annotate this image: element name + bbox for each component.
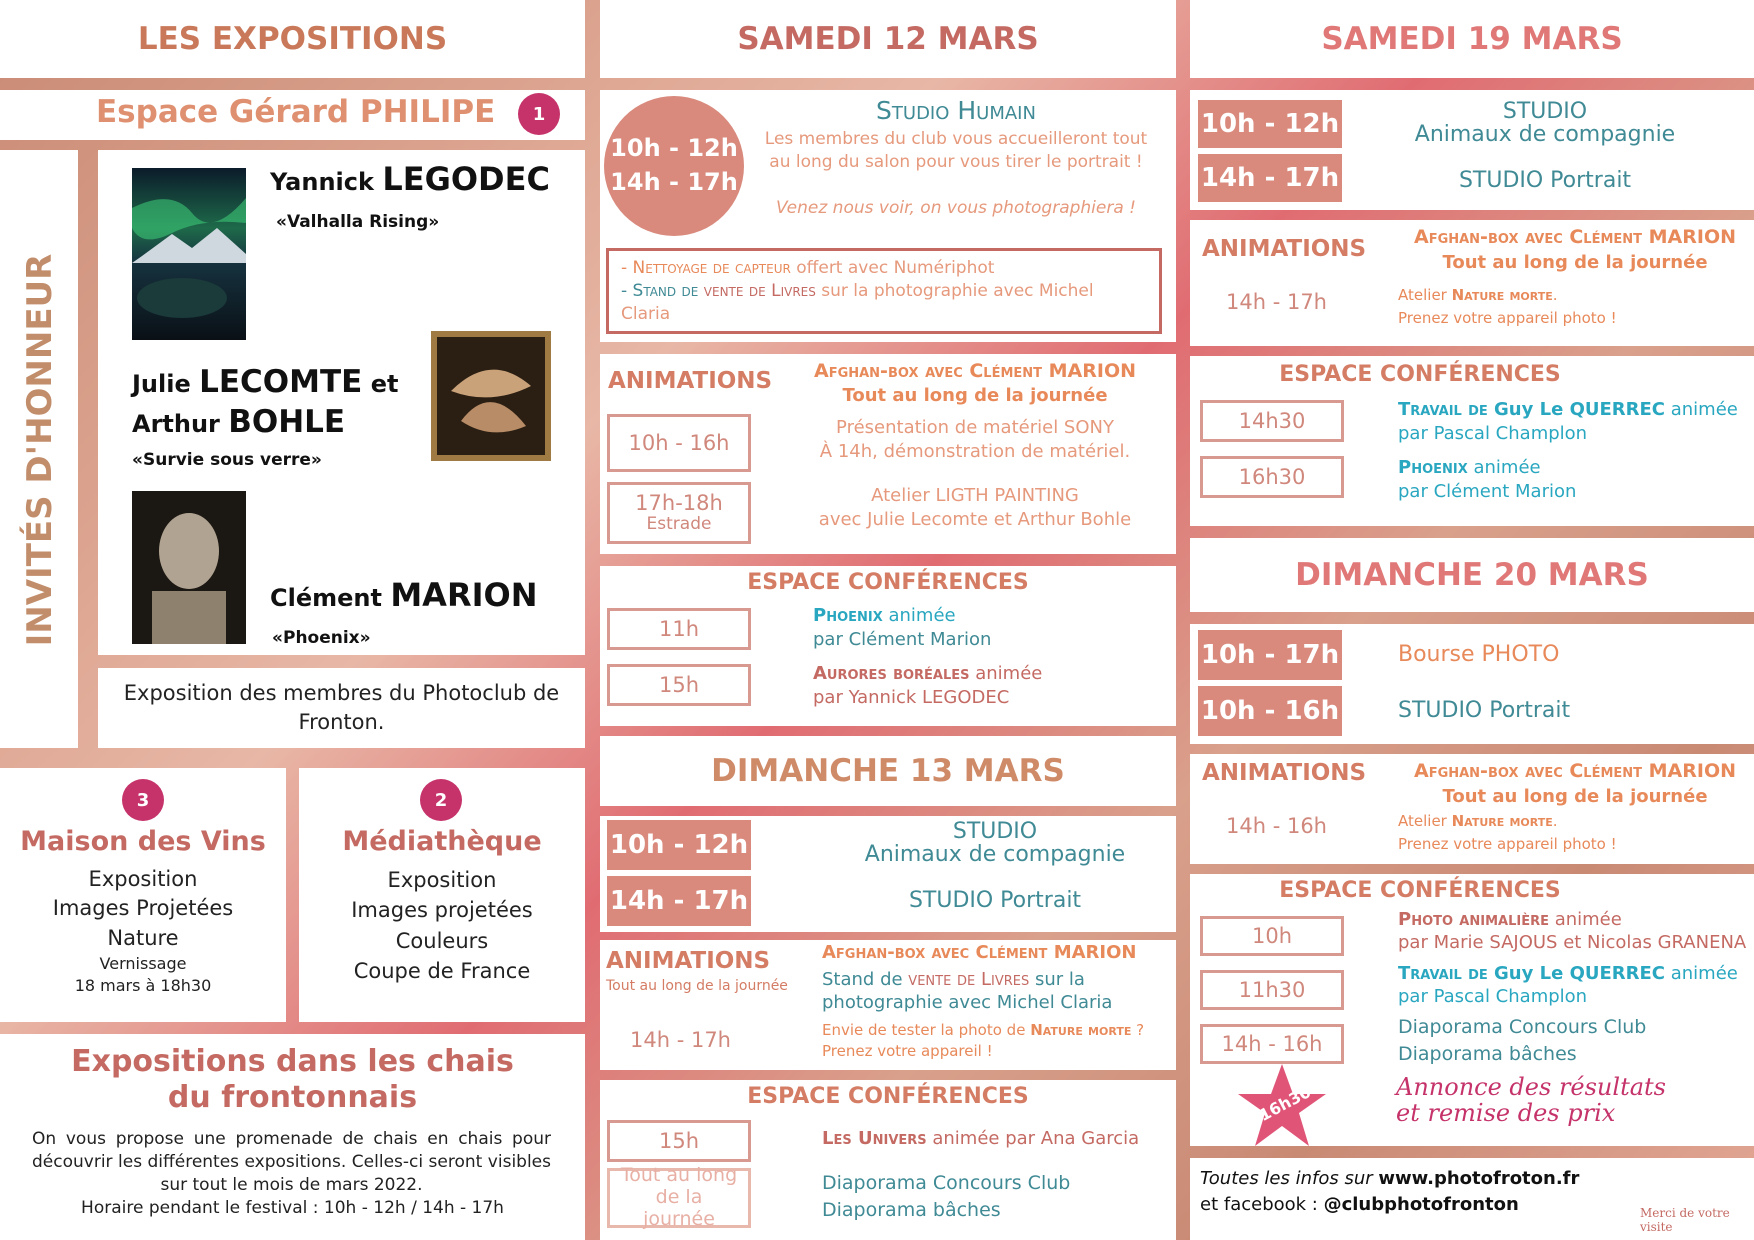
- right-conf1d: par Pascal Champlon: [1398, 423, 1588, 445]
- guest1-last: LEGODEC: [382, 160, 550, 198]
- right-conf-panel: [1190, 356, 1754, 526]
- mid-dim-anim-label: ANIMATIONS: [606, 948, 771, 974]
- guest1-name: [270, 160, 550, 198]
- mid-anim-time-2: [607, 482, 751, 544]
- mid-conf2b: animée: [969, 663, 1043, 684]
- mid-dim-conf1b: animée par Ana Garcia: [926, 1128, 1140, 1149]
- info-facebook[interactable]: @clubphotofronton: [1323, 1194, 1519, 1216]
- chais-title: [0, 1044, 585, 1116]
- right-dc1b: animée: [1548, 909, 1622, 930]
- right-dim-anim-panel: [1190, 754, 1754, 864]
- right-header: SAMEDI 19 MARS: [1321, 21, 1623, 57]
- right-dc-diaporamas: [1398, 1014, 1646, 1067]
- right-afghan: Afghan-box avec Clément MARION: [1413, 226, 1737, 248]
- right-dim-studio: STUDIO Portrait: [1398, 698, 1571, 723]
- maison-line-2: Images Projetées: [52, 896, 234, 921]
- annonce-2: et remise des prix: [1396, 1099, 1616, 1128]
- chais-panel: [0, 1034, 585, 1240]
- stand-c: sur la photographie avec Michel Claria: [621, 280, 1094, 324]
- right-anim-time: 14h - 17h: [1226, 290, 1327, 314]
- right-dc1c: par Marie SAJOUS et Nicolas GRANENA: [1398, 932, 1747, 954]
- left-header-panel: [0, 0, 585, 78]
- studio-title: Studio Humain: [876, 96, 1036, 125]
- mid-dim-studio: [800, 820, 1190, 866]
- guest2-first2: Arthur: [132, 410, 220, 439]
- lp-1: Atelier LIGTH PAINTING: [871, 485, 1079, 506]
- lp-2: avec Julie Lecomte et Arthur Bohle: [818, 509, 1132, 531]
- star-label: 16h30: [1255, 1081, 1315, 1126]
- guest1-work: «Valhalla Rising»: [276, 212, 440, 232]
- right-conf1a: Travail de: [1398, 399, 1488, 420]
- mid-dim-stand-2: vente de Livres: [902, 969, 1030, 990]
- annonce-text: [1396, 1074, 1666, 1127]
- vertical-title-panel: [0, 150, 78, 748]
- right-dim-atelier-4: Prenez votre appareil photo !: [1398, 835, 1617, 854]
- mid-dim-conf-panel: [600, 1080, 1176, 1240]
- mid-dim-stand-3: sur la photographie avec Michel Claria: [822, 969, 1113, 1014]
- right-anim-label: ANIMATIONS: [1202, 236, 1367, 262]
- right-dc2b: Guy Le QUERREC: [1487, 963, 1666, 984]
- studio-humain-panel: [600, 90, 1176, 342]
- mid-dim-stand-1: Stand de: [822, 969, 903, 990]
- sony-text: [790, 416, 1160, 465]
- right-dim-atelier-3: .: [1552, 812, 1558, 830]
- maison-line-3: Nature: [107, 925, 179, 950]
- stand-b: vente de Livres: [698, 280, 816, 301]
- right-conf2c: par Clément Marion: [1398, 481, 1577, 503]
- mid-dim-stand: [822, 968, 1162, 1015]
- mediatheque-line-3: Couleurs: [395, 928, 489, 953]
- mid-dim-time-2: 14h - 17h: [607, 876, 751, 926]
- mid-dim-conf-time-2: Tout au long de la journée: [607, 1168, 751, 1228]
- photo-hands: [431, 331, 551, 461]
- right-studio-1: STUDIO: [1502, 99, 1588, 124]
- right-dim-atelier: [1398, 810, 1617, 857]
- right-atelier-4: Prenez votre appareil photo !: [1398, 309, 1617, 328]
- studio-call: Venez nous voir, on vous photographiera !: [776, 198, 1136, 218]
- mid-dim-naturemorte: [822, 1020, 1144, 1062]
- members-expo: Exposition des membres du Photoclub de Fronton.: [98, 668, 585, 748]
- guest2-last1: LECOMTE: [199, 364, 363, 400]
- right-dim-afghan: Afghan-box avec Clément MARION: [1413, 760, 1737, 782]
- studio-time-1: 10h - 12h: [610, 134, 738, 163]
- mid-dim-studio-panel: [600, 816, 1176, 932]
- right-conf-2: [1398, 456, 1576, 505]
- mediatheque-line-1: Exposition: [387, 868, 497, 892]
- guest3-first: Clément: [270, 584, 382, 612]
- guests-panel: [98, 150, 585, 655]
- photo-portrait: [132, 491, 246, 644]
- sony-1: Présentation de matériel SONY: [836, 417, 1114, 438]
- right-dim-header-panel: [1190, 538, 1754, 612]
- guest2-and: et: [370, 370, 399, 398]
- right-dc1a: Photo animalière: [1398, 909, 1549, 930]
- guest1-first: Yannick: [270, 168, 374, 196]
- right-dim-conf-label: ESPACE CONFÉRENCES: [1279, 878, 1561, 903]
- right-conf-time-2: 16h30: [1200, 456, 1344, 498]
- mediatheque-line-4: Coupe de France: [353, 959, 531, 984]
- right-conf1b: Guy Le QUERREC: [1487, 399, 1666, 420]
- right-dim-studio-panel: [1190, 624, 1754, 744]
- mid-animations-label: ANIMATIONS: [608, 368, 773, 394]
- espace-title: Espace Gérard PHILIPE: [96, 94, 496, 130]
- mid-dim-anim-sub: Tout au long de la journée: [606, 978, 788, 994]
- mid-dim-studio-2: Animaux de compagnie: [864, 842, 1126, 868]
- nettoyage-line: [621, 257, 1147, 280]
- chais-horaire: Horaire pendant le festival : 10h - 12h / 14h - 17h: [81, 1197, 504, 1218]
- mid-dim-anim-panel: [600, 940, 1176, 1070]
- mid-dim-conf-3: Diaporama bâches: [822, 1198, 1001, 1221]
- right-dim-anim-time: 14h - 16h: [1226, 814, 1327, 838]
- studio-time-2: 14h - 17h: [610, 168, 738, 196]
- right-conf2a: Phoenix: [1398, 457, 1468, 478]
- maison-line-1: Exposition: [88, 867, 198, 891]
- right-atelier-2: Nature morte: [1451, 286, 1553, 304]
- mid-dim-anim-time: 14h - 17h: [630, 1028, 731, 1052]
- nettoyage-b: offert avec Numériphot: [790, 258, 995, 278]
- right-dim-time-1: 10h - 17h: [1198, 630, 1342, 680]
- mid-dim-header-panel: [600, 736, 1176, 806]
- mid-conf1c: par Clément Marion: [813, 629, 992, 651]
- mid-header: SAMEDI 12 MARS: [737, 21, 1039, 57]
- mid-conf-label: ESPACE CONFÉRENCES: [747, 570, 1029, 595]
- right-dim-conf-panel: [1190, 874, 1754, 1146]
- right-dim-conf-time-3: 14h - 16h: [1200, 1024, 1344, 1064]
- mid-dim-nm-3: ?: [1131, 1021, 1145, 1039]
- chais-title-1: Expositions dans les chais: [71, 1044, 514, 1079]
- guest2-last2: BOHLE: [228, 404, 346, 441]
- mid-dim-nm-1: Envie de tester la photo de: [822, 1021, 1031, 1039]
- mid-conf-time-1: 11h: [607, 608, 751, 650]
- mid-conf-2: [813, 662, 1042, 711]
- right-studio-portrait: STUDIO Portrait: [1458, 168, 1632, 193]
- guest2-work: «Survie sous verre»: [132, 450, 322, 470]
- mid-anim-time-2a: 17h-18h: [635, 491, 723, 516]
- right-dc-1: [1398, 908, 1746, 955]
- mid-dim-studio-1: STUDIO: [952, 819, 1038, 844]
- services-box: [606, 248, 1162, 334]
- mid-conf-1: [813, 604, 991, 653]
- right-atelier: [1398, 284, 1617, 331]
- right-dc-3: Diaporama Concours Club: [1398, 1016, 1647, 1038]
- right-dim-time-2: 10h - 16h: [1198, 686, 1342, 736]
- guest2-name: [132, 362, 398, 443]
- vernissage-label: Vernissage: [99, 954, 187, 974]
- mid-conf1a: Phoenix: [813, 605, 883, 626]
- right-dc2c: animée: [1665, 963, 1738, 984]
- right-studio-panel: [1190, 90, 1754, 210]
- mid-dim-conf-time-1: 15h: [607, 1120, 751, 1162]
- guest3-last: MARION: [390, 576, 538, 614]
- maison-vernissage: [0, 953, 286, 996]
- right-studio: [1390, 100, 1700, 146]
- mid-anim-time-2b: Estrade: [646, 514, 712, 535]
- mid-dim-conf-1: [822, 1128, 1139, 1149]
- right-anim-panel: [1190, 220, 1754, 346]
- mediatheque-number-badge: 2: [420, 779, 462, 821]
- right-conf-label: ESPACE CONFÉRENCES: [1279, 362, 1561, 387]
- mid-dim-afghan: Afghan-box avec Clément MARION: [822, 942, 1137, 963]
- right-conf-time-1: 14h30: [1200, 400, 1344, 442]
- right-dim-header: DIMANCHE 20 MARS: [1295, 557, 1649, 593]
- chais-title-2: du frontonnais: [167, 1080, 418, 1115]
- stand-line: [621, 280, 1147, 326]
- mid-all-day: Tout au long de la journée: [842, 385, 1108, 406]
- info-2: et facebook :: [1200, 1194, 1324, 1216]
- chais-text: On vous propose une promenade de chais en chais pour découvrir les différentes expositions. Celles-ci seront visibles sur tout le mois de mars 2022.: [32, 1129, 551, 1195]
- mid-dim-nm-4: Prenez votre appareil !: [822, 1042, 993, 1060]
- studio-text: Les membres du club vous accueilleront tout au long du salon pour vous tirer le portrait !: [764, 129, 1148, 172]
- right-atelier-1: Atelier: [1398, 286, 1452, 304]
- mid-dim-time-1: 10h - 12h: [607, 820, 751, 870]
- annonce-1: Annonce des résultats: [1396, 1073, 1666, 1101]
- guest2-first1: Julie: [132, 370, 191, 398]
- right-dim-all-day: Tout au long de la journée: [1442, 786, 1708, 807]
- guest3-work: «Phoenix»: [272, 628, 371, 648]
- mid-conf-panel: [600, 566, 1176, 726]
- right-dim-conf-time-2: 11h30: [1200, 970, 1344, 1010]
- espace-number-badge: 1: [518, 93, 560, 135]
- vernissage-date: 18 mars à 18h30: [74, 975, 212, 995]
- photo-aurora: [132, 168, 246, 340]
- studio-time-circle: [604, 96, 744, 236]
- right-dim-conf-time-1: 10h: [1200, 916, 1344, 956]
- mid-dim-studio-portrait: STUDIO Portrait: [908, 888, 1082, 913]
- maison-number-badge: 3: [122, 779, 164, 821]
- right-all-day: Tout au long de la journée: [1442, 252, 1708, 273]
- maison-lines: [0, 865, 286, 953]
- right-dc2a: Travail de: [1398, 963, 1488, 984]
- right-conf1c: animée: [1665, 399, 1738, 420]
- mid-dim-conf1a: Les Univers: [822, 1128, 927, 1149]
- nettoyage-a: - Nettoyage de capteur: [621, 258, 791, 278]
- mediatheque-title: Médiathèque: [342, 826, 542, 857]
- right-studio-2: Animaux de compagnie: [1414, 122, 1676, 148]
- right-bourse: Bourse PHOTO: [1398, 642, 1560, 667]
- sony-2: À 14h, démonstration de matériel.: [819, 441, 1131, 463]
- guest3-name: [270, 576, 537, 614]
- mediatheque-line-2: Images projetées: [351, 898, 533, 923]
- info-1: Toutes les infos sur: [1200, 1168, 1379, 1189]
- right-dc-4: Diaporama bâches: [1398, 1042, 1577, 1065]
- mid-conf-time-2: 15h: [607, 664, 751, 706]
- stand-a: - Stand de: [621, 280, 699, 301]
- info-url[interactable]: www.photofroton.fr: [1378, 1168, 1580, 1189]
- mid-conf2a: Aurores boréales: [813, 663, 970, 684]
- right-dim-atelier-2: Nature morte: [1451, 812, 1553, 830]
- maison-title: Maison des Vins: [20, 826, 266, 857]
- right-time-1: 10h - 12h: [1198, 100, 1342, 148]
- mid-afghan: Afghan-box avec Clément MARION: [813, 360, 1137, 382]
- mediatheque-lines: [299, 865, 585, 987]
- mid-dim-nm-2: Nature morte: [1030, 1021, 1132, 1039]
- mid-conf1b: animée: [882, 605, 956, 626]
- right-dim-anim-label: ANIMATIONS: [1202, 760, 1367, 786]
- info-text: [1200, 1166, 1579, 1218]
- mid-conf2c: par Yannick LEGODEC: [813, 687, 1010, 709]
- right-conf2b: animée: [1467, 457, 1541, 478]
- right-atelier-3: .: [1552, 286, 1558, 304]
- info-panel: [1190, 1158, 1754, 1240]
- mid-dim-conf-diaporamas: [822, 1170, 1070, 1223]
- mid-dim-header: DIMANCHE 13 MARS: [711, 753, 1065, 789]
- mid-anim-time-1: 10h - 16h: [607, 414, 751, 472]
- mid-header-panel: [600, 0, 1176, 78]
- merci-text: Merci de votre visite: [1640, 1206, 1730, 1234]
- left-header: LES EXPOSITIONS: [137, 21, 448, 57]
- right-dc-2: [1398, 962, 1738, 1009]
- vertical-title: INVITÉS D'HONNEUR: [20, 253, 60, 647]
- espace-panel: [0, 90, 585, 140]
- right-conf-1: [1398, 398, 1738, 447]
- right-dc2d: par Pascal Champlon: [1398, 986, 1588, 1008]
- lightpainting-text: [790, 484, 1160, 533]
- right-time-2: 14h - 17h: [1198, 154, 1342, 202]
- mid-animations-panel: [600, 354, 1176, 554]
- right-dim-atelier-1: Atelier: [1398, 812, 1452, 830]
- mid-dim-conf-2: Diaporama Concours Club: [822, 1172, 1071, 1194]
- right-header-panel: [1190, 0, 1754, 78]
- mid-dim-conf-label: ESPACE CONFÉRENCES: [747, 1084, 1029, 1109]
